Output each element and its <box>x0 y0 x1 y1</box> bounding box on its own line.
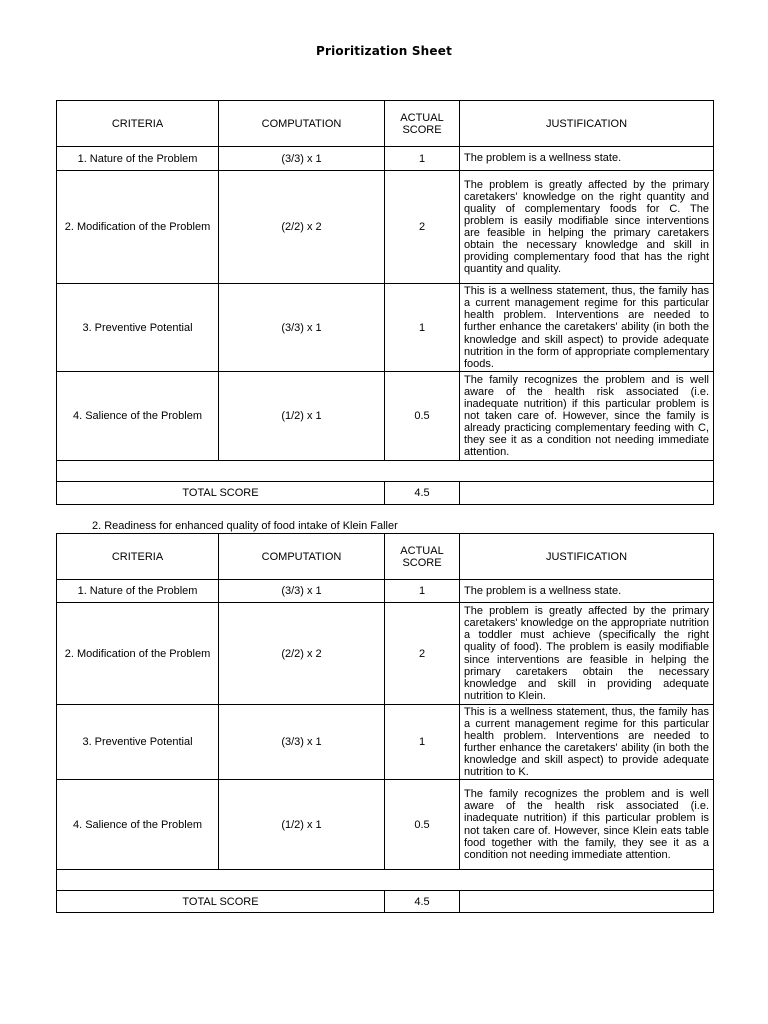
computation-cell: (3/3) x 1 <box>219 580 385 603</box>
computation-cell: (3/3) x 1 <box>219 705 385 780</box>
computation-cell: (3/3) x 1 <box>219 147 385 171</box>
header-criteria: CRITERIA <box>57 534 219 580</box>
justification-cell: This is a wellness statement, thus, the family has a current management regime for this particular health problem. Interventions are needed to further enhance the caretakers' ability (in both the knowledge and skill aspect) to provide adequate nutrition in the form of appropriate complementary foods. <box>460 284 714 372</box>
header-row <box>57 534 714 580</box>
empty-row <box>57 870 714 891</box>
header-actual-score: ACTUAL SCORE <box>385 534 460 580</box>
computation-cell: (3/3) x 1 <box>219 284 385 372</box>
criteria-cell: 4. Salience of the Problem <box>57 372 219 461</box>
justification-cell: The family recognizes the problem and is well aware of the health risk associated (i.e. inadequate nutrition) if this particular problem is not taken care of. However, since the family is already practicing complementary feeding with C, they see it as a condition not needing immediate attention. <box>460 372 714 461</box>
table-row <box>57 171 714 284</box>
total-score: 4.5 <box>385 891 460 913</box>
empty-cell <box>57 870 714 891</box>
total-label: TOTAL SCORE <box>57 891 385 913</box>
table2-heading: 2. Readiness for enhanced quality of food intake of Klein Faller <box>92 520 398 532</box>
score-cell: 1 <box>385 580 460 603</box>
justification-cell: This is a wellness statement, thus, the family has a current management regime for this particular health problem. Interventions are needed to further enhance the caretakers' ability (in both the knowledge and skill aspect) to provide adequate nutrition to K. <box>460 705 714 780</box>
header-computation: COMPUTATION <box>219 534 385 580</box>
computation-cell: (1/2) x 1 <box>219 372 385 461</box>
computation-cell: (2/2) x 2 <box>219 603 385 705</box>
score-cell: 1 <box>385 705 460 780</box>
empty-cell <box>57 461 714 482</box>
prioritization-table-1 <box>56 100 714 505</box>
total-justification-cell <box>460 482 714 505</box>
justification-cell: The family recognizes the problem and is well aware of the health risk associated (i.e. inadequate nutrition) if this particular problem is not taken care of. However, since Klein eats table food together with the family, they see it as a condition not needing immediate attention. <box>460 780 714 870</box>
total-row <box>57 482 714 505</box>
table-row <box>57 603 714 705</box>
criteria-cell: 1. Nature of the Problem <box>57 147 219 171</box>
table-row <box>57 705 714 780</box>
page-title: Prioritization Sheet <box>315 44 453 58</box>
header-justification: JUSTIFICATION <box>460 534 714 580</box>
header-computation: COMPUTATION <box>219 101 385 147</box>
header-criteria: CRITERIA <box>57 101 219 147</box>
prioritization-table-2 <box>56 533 714 913</box>
score-cell: 2 <box>385 171 460 284</box>
criteria-cell: 2. Modification of the Problem <box>57 603 219 705</box>
criteria-cell: 2. Modification of the Problem <box>57 171 219 284</box>
score-cell: 1 <box>385 147 460 171</box>
header-actual-score: ACTUAL SCORE <box>385 101 460 147</box>
empty-row <box>57 461 714 482</box>
score-cell: 0.5 <box>385 780 460 870</box>
computation-cell: (1/2) x 1 <box>219 780 385 870</box>
criteria-cell: 1. Nature of the Problem <box>57 580 219 603</box>
total-row <box>57 891 714 913</box>
table-row <box>57 147 714 171</box>
total-label: TOTAL SCORE <box>57 482 385 505</box>
table-row <box>57 284 714 372</box>
justification-cell: The problem is a wellness state. <box>460 580 714 603</box>
table-row <box>57 780 714 870</box>
table-row <box>57 372 714 461</box>
total-score: 4.5 <box>385 482 460 505</box>
justification-cell: The problem is a wellness state. <box>460 147 714 171</box>
score-cell: 2 <box>385 603 460 705</box>
header-justification: JUSTIFICATION <box>460 101 714 147</box>
score-cell: 0.5 <box>385 372 460 461</box>
score-cell: 1 <box>385 284 460 372</box>
total-justification-cell <box>460 891 714 913</box>
header-row <box>57 101 714 147</box>
computation-cell: (2/2) x 2 <box>219 171 385 284</box>
criteria-cell: 4. Salience of the Problem <box>57 780 219 870</box>
criteria-cell: 3. Preventive Potential <box>57 284 219 372</box>
justification-cell: The problem is greatly affected by the primary caretakers' knowledge on the appropriate nutrition a toddler must achieve (specifically the right quality of food). The problem is easily modifiable since interventions are feasible in helping the primary caretakers obtain the necessary knowledge and skill in providing adequate nutrition to Klein. <box>460 603 714 705</box>
table-row <box>57 580 714 603</box>
criteria-cell: 3. Preventive Potential <box>57 705 219 780</box>
justification-cell: The problem is greatly affected by the primary caretakers' knowledge on the right quantity and quality of complementary foods for C. The problem is easily modifiable since interventions are feasible in helping the primary caretakers obtain the necessary knowledge and skill in providing complementary food that has the right quantity and quality. <box>460 171 714 284</box>
